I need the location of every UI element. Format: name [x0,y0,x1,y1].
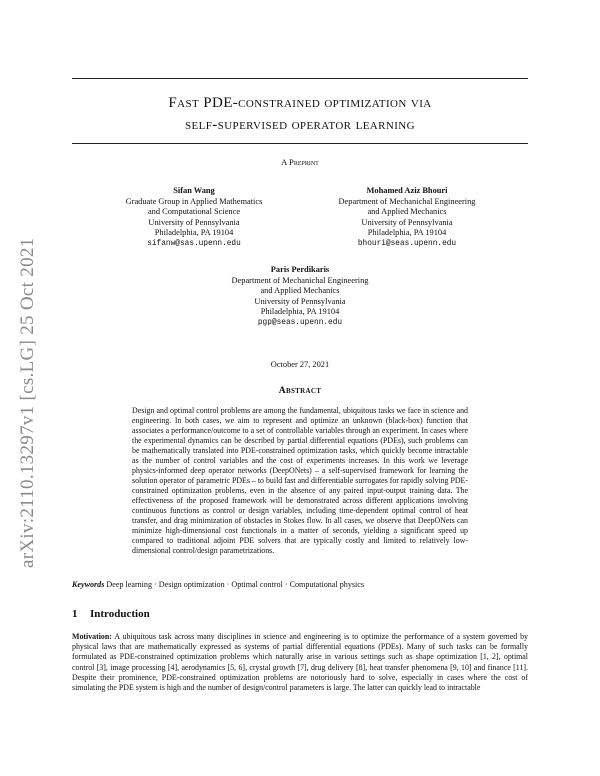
affiliation-line: University of Pennsylvania [148,217,240,227]
keywords-label: Keywords [72,580,105,589]
affiliation-line: and Applied Mechanics [260,286,340,296]
affiliation-line: Philadelphia, PA 19104 [260,307,340,317]
abstract-text: Design and optimal control problems are among the fundamental, ubiquitous tasks we face in science and engineering. In both cases, we aim to represent and optimize an unknown (black-box) function that associates a performance/outcome to a set of controllable variables through an experiment. In cases where the experimental dynamics can be described by partial differential equations (PDEs), such problems can be mathematically translated into PDE-constrained optimization tasks, which quickly become intractable as the number of control variables and the cost of experiments increases. In this work we leverage physics-informed deep operator networks (DeepONets) – a self-supervised framework for learning the solution operator of parametric PDEs – to build fast and differentiable surrogates for rapidly solving PDE-constrained optimization problems, even in the absence of any paired input-output training data. The effectiveness of the proposed framework will be demonstrated across different applications involving continuous functions as control or design variables, including time-dependent optimal control of heat transfer, and drag minimization of obstacles in Stokes flow. In all cases, we observe that DeepONets can minimize high-dimensional cost functionals in a matter of seconds, yielding a significant speed up compared to traditional adjoint PDE solvers that are typically costly and limited to relatively low-dimensional control/design parametrizations. [132,406,468,555]
affiliation-line: University of Pennsylvania [254,296,346,306]
author-2 [312,186,502,250]
section-heading [72,608,150,620]
title-rule-bottom [72,143,528,144]
intro-label: Motivation: [72,632,112,641]
preprint-label: A Preprint [281,157,319,167]
paper-date: October 27, 2021 [270,360,330,369]
author-email[interactable]: bhouri@seas.upenn.edu [357,239,457,248]
affiliation-line: Philadelphia, PA 19104 [367,228,447,238]
affiliation-line: Department of Mechanichal Engineering [338,196,476,206]
intro-paragraph [72,632,528,693]
section-title: Introduction [90,608,150,620]
author-1 [108,186,280,250]
affiliation-line: University of Pennsylvania [361,217,453,227]
author-email[interactable]: pgp@seas.upenn.edu [257,318,343,327]
author-name: Sifan Wang [173,186,215,195]
author-name: Mohamed Aziz Bhouri [366,186,448,195]
affiliation-line: Philadelphia, PA 19104 [154,228,234,238]
affiliation-line: and Applied Mechanics [367,207,447,217]
arxiv-stamp: arXiv:2110.13297v1 [cs.LG] 25 Oct 2021 [17,237,38,568]
keywords [72,580,364,589]
affiliation-line: Department of Mechanichal Engineering [231,275,369,285]
author-3 [200,265,400,329]
title-line-2: self-supervised operator learning [185,117,415,133]
affiliation-line: and Computational Science [147,207,241,217]
title-rule-top [72,78,528,79]
intro-text: A ubiquitous task across many disciplines in science and engineering is to optimize the performance of a system governed by physical laws that are mathematically expressed as systems of partial differential equations (PDEs). Many of such tasks can be formally formulated as PDE-constrained optimization problems which naturally arise in various settings such as shape optimization [1, 2], optimal control [3], image processing [4], aerodynamics [5, 6], crystal growth [7], drug delivery [8], heat transfer phenomena [9, 10] and finance [11]. Despite their prominence, PDE-constrained optimization problems are notoriously hard to solve, especially in cases where the cost of simulating the PDE system is high and the number of design/control parameters is large. The latter can quickly lead to intractable [72,632,528,693]
abstract-heading: Abstract [278,385,322,396]
author-email[interactable]: sifanw@sas.upenn.edu [147,239,241,248]
affiliation-line: Graduate Group in Applied Mathematics [125,196,263,206]
paper-title [72,92,528,136]
section-number: 1 [72,608,78,620]
author-name: Paris Perdikaris [270,265,330,274]
keywords-text: Deep learning · Design optimization · Optimal control · Computational physics [106,580,365,589]
title-line-1: Fast PDE-constrained optimization via [168,95,432,111]
